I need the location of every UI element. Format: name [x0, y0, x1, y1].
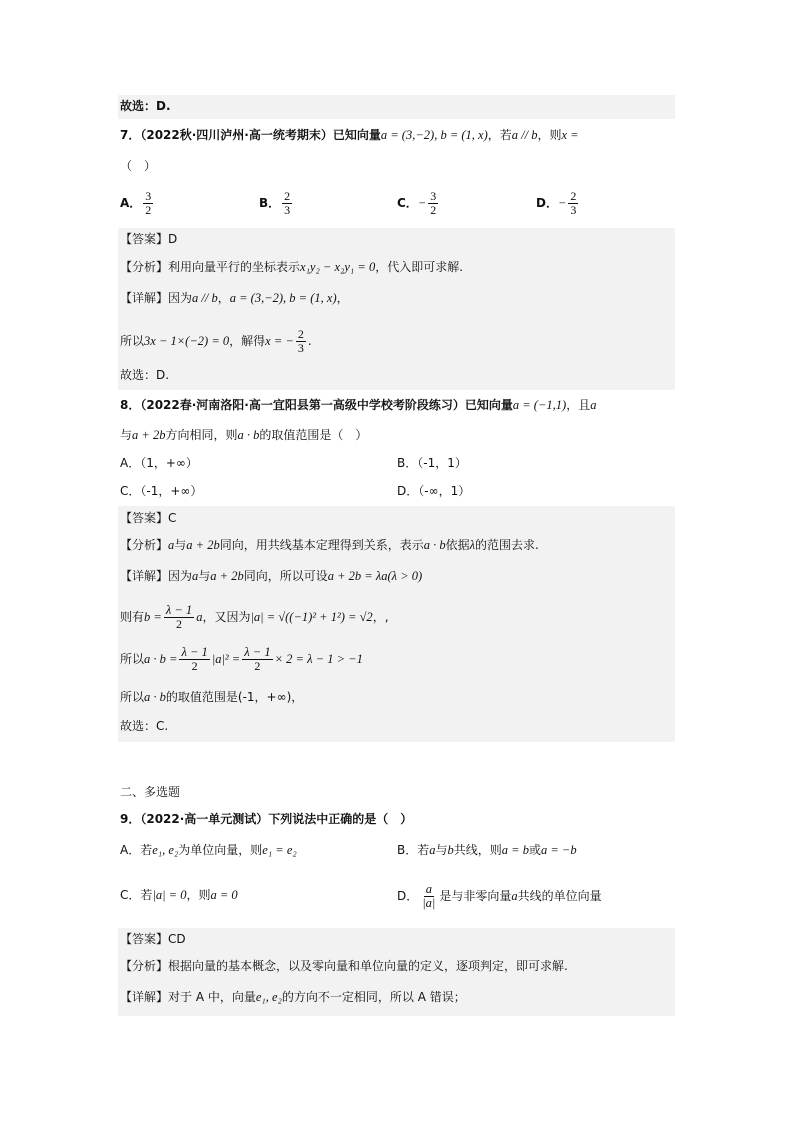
text-2: 为单位向量，则 [178, 843, 263, 857]
q8-range [120, 688, 303, 706]
q9-option-b[interactable] [397, 841, 577, 859]
period: . [307, 334, 312, 348]
formula-2: e₁ = e₂ [262, 843, 297, 857]
text-3: 共线，则 [453, 843, 502, 857]
q7-option-d[interactable] [536, 190, 580, 217]
numerator: a [425, 882, 432, 896]
text: 则有 [120, 610, 145, 624]
formula-2: a = 0 [210, 888, 238, 902]
q7-stem-text: 7．（2022秋·四川泸州·高一统考期末）已知向量 [120, 128, 381, 142]
q7-choice-line: 故选：D. [120, 368, 170, 382]
comma: ， [217, 291, 230, 305]
text-3: ，, [372, 610, 389, 624]
q8-option-d[interactable]: D．（-∞，1） [397, 484, 471, 498]
fraction [420, 883, 437, 910]
fraction [164, 604, 194, 631]
formula: e₁, e₂ [152, 843, 179, 857]
formula: |a| = 0 [152, 888, 187, 902]
fraction [428, 190, 438, 217]
text: A．若 [120, 843, 153, 857]
q8-answer: 【答案】C [120, 511, 177, 525]
q9-analysis: 【分析】根据向量的基本概念，以及零向量和单位向量的定义，逐项判定，即可求解. [120, 959, 568, 973]
formula: a · b = [144, 652, 178, 666]
fraction [282, 190, 292, 217]
formula: x₁y₂ − x₂y₁ = 0 [300, 260, 376, 274]
q9-detail [120, 988, 466, 1006]
text-3: 同向，用共线基本定理得到关系，表示 [219, 538, 424, 552]
formula-2: a = −b [540, 843, 577, 857]
comma-2: ， [336, 291, 349, 305]
text: 【详解】对于 A 中，向量 [120, 990, 256, 1004]
formula: b = [144, 610, 162, 624]
answer-band-top [118, 95, 675, 119]
q9-option-a[interactable] [120, 841, 297, 859]
text-2: 与 [198, 569, 211, 583]
q7-option-a[interactable] [120, 190, 155, 217]
detail-text: 【详解】因为 [120, 291, 193, 305]
vector-a: a [196, 610, 203, 624]
formula: e₁, e₂ [255, 990, 282, 1004]
text-3: 同向，所以可设 [243, 569, 328, 583]
vector-a: a [168, 538, 175, 552]
q8-vector: a = (−1,1) [512, 398, 567, 412]
section-heading: 二、多选题 [120, 785, 181, 799]
vector-a: a [429, 843, 436, 857]
q8-detail [120, 567, 422, 585]
denominator: 2 [254, 659, 261, 673]
text: 与 [120, 428, 133, 442]
q7-analysis [120, 258, 463, 276]
numerator: λ − 1 [165, 603, 193, 617]
fraction-2 [242, 646, 272, 673]
text-2: 与 [435, 843, 448, 857]
numerator: 3 [145, 189, 152, 203]
text: B．若 [397, 843, 430, 857]
text-4: 或 [528, 843, 541, 857]
q7-stem-text-2: ，若 [487, 128, 512, 142]
q9-stem: 9．（2022·高一单元测试）下列说法中正确的是（ ） [120, 812, 413, 826]
q7-parallel: a // b [511, 128, 538, 142]
text: 所以 [120, 652, 145, 666]
text: 【详解】因为 [120, 569, 193, 583]
text: 【分析】 [120, 538, 169, 552]
numerator: 2 [297, 327, 304, 341]
denominator: 2 [176, 617, 182, 631]
formula-2: a = (3,−2), b = (1, x) [229, 291, 337, 305]
numerator: 3 [430, 189, 437, 203]
text-5: 的范围去求. [475, 538, 539, 552]
q7-stem-text-3: ，则 [537, 128, 562, 142]
q7-x: x = [561, 128, 579, 142]
q8-analysis [120, 536, 539, 554]
numerator: 2 [284, 189, 291, 203]
q7-detail [120, 289, 349, 307]
formula: a + 2b [210, 569, 244, 583]
fraction [568, 190, 578, 217]
denominator: 3 [570, 203, 577, 217]
q7-vectors: a = (3,−2), b = (1, x) [380, 128, 488, 142]
minus-sign: − [557, 196, 567, 210]
q8-stem [120, 396, 596, 414]
q8-stem-text-2: ，且 [566, 398, 591, 412]
text-2: 的方向不一定相同，所以 A 错误； [281, 990, 466, 1004]
q7-answer: 【答案】D [120, 232, 178, 246]
q9-option-d[interactable] [397, 883, 602, 910]
text-3: 的取值范围是（ ） [259, 428, 368, 442]
equation: 3x − 1×(−2) = 0 [144, 334, 230, 348]
vector-a: a [192, 569, 199, 583]
analysis-text-2: ，代入即可求解. [375, 260, 464, 274]
q8-derivation-2 [120, 646, 363, 673]
vector-b: b [447, 843, 454, 857]
minus-sign: − [417, 196, 427, 210]
text-2: 是与非零向量 [439, 889, 512, 903]
text: 所以 [120, 690, 145, 704]
solution-text: 所以 [120, 334, 145, 348]
fraction [296, 328, 306, 355]
formula-2: a + 2b = λa(λ > 0) [327, 569, 423, 583]
option-label: C． [397, 196, 418, 210]
text-2: ，又因为 [202, 610, 251, 624]
q7-option-c[interactable] [397, 190, 440, 217]
q8-vector-a: a [590, 398, 597, 412]
denominator: 2 [430, 203, 437, 217]
option-label: D． [536, 196, 558, 210]
q9-answer: 【答案】CD [120, 932, 186, 946]
text-2: 的取值范围是(-1，+∞)， [165, 690, 304, 704]
option-label: B． [259, 196, 281, 210]
formula-2: |a|² = [211, 652, 241, 666]
q8-option-b[interactable]: B．（-1，1） [397, 456, 467, 470]
fraction [179, 646, 209, 673]
denominator: 2 [191, 659, 198, 673]
formula-2: a · b [423, 538, 446, 552]
q8-derivation-1 [120, 604, 389, 631]
q8-stem-text: 8．（2022春·河南洛阳·高一宜阳县第一高级中学校考阶段练习）已知向量 [120, 398, 513, 412]
q7-stem [120, 126, 579, 144]
formula: a · b [144, 690, 166, 704]
q7-solution [120, 328, 312, 355]
formula-2: a · b [237, 428, 260, 442]
analysis-text: 【分析】利用向量平行的坐标表示 [120, 260, 301, 274]
q8-choice-line: 故选：C. [120, 719, 169, 733]
formula: a // b [192, 291, 218, 305]
q7-option-b[interactable] [259, 190, 294, 217]
fraction [143, 190, 153, 217]
q8-option-a[interactable]: A．（1，+∞） [120, 456, 198, 470]
numerator: 2 [570, 189, 577, 203]
text: D． [397, 889, 419, 903]
q6-choice-line: 故选：D. [120, 99, 171, 113]
formula: a = b [501, 843, 529, 857]
text: C．若 [120, 888, 153, 902]
numerator: λ − 1 [244, 645, 271, 659]
result: x = − [265, 334, 294, 348]
denominator: 3 [297, 341, 304, 355]
answer-band-q7 [118, 228, 675, 390]
lambda: λ [469, 538, 476, 552]
formula: a + 2b [186, 538, 220, 552]
text-4: 依据 [445, 538, 470, 552]
text-2: 与 [174, 538, 187, 552]
numerator: λ − 1 [181, 645, 208, 659]
text-2: ，则 [186, 888, 211, 902]
denominator: 3 [284, 203, 291, 217]
solution-text-2: ，解得 [229, 334, 266, 348]
formula-2: |a| = √((−1)² + 1²) = √2 [250, 610, 373, 624]
text-3: 共线的单位向量 [517, 889, 602, 903]
q9-option-c[interactable] [120, 886, 238, 904]
q7-paren: （ ） [120, 159, 157, 173]
formula-3: × 2 = λ − 1 > −1 [274, 652, 363, 666]
denominator: |a| [422, 896, 436, 910]
formula: a + 2b [132, 428, 166, 442]
denominator: 2 [145, 203, 152, 217]
text-2: 方向相同，则 [165, 428, 238, 442]
q8-stem-2 [120, 426, 367, 444]
option-label: A． [120, 196, 142, 210]
q8-option-c[interactable]: C．（-1，+∞） [120, 484, 203, 498]
vector-a: a [511, 889, 518, 903]
